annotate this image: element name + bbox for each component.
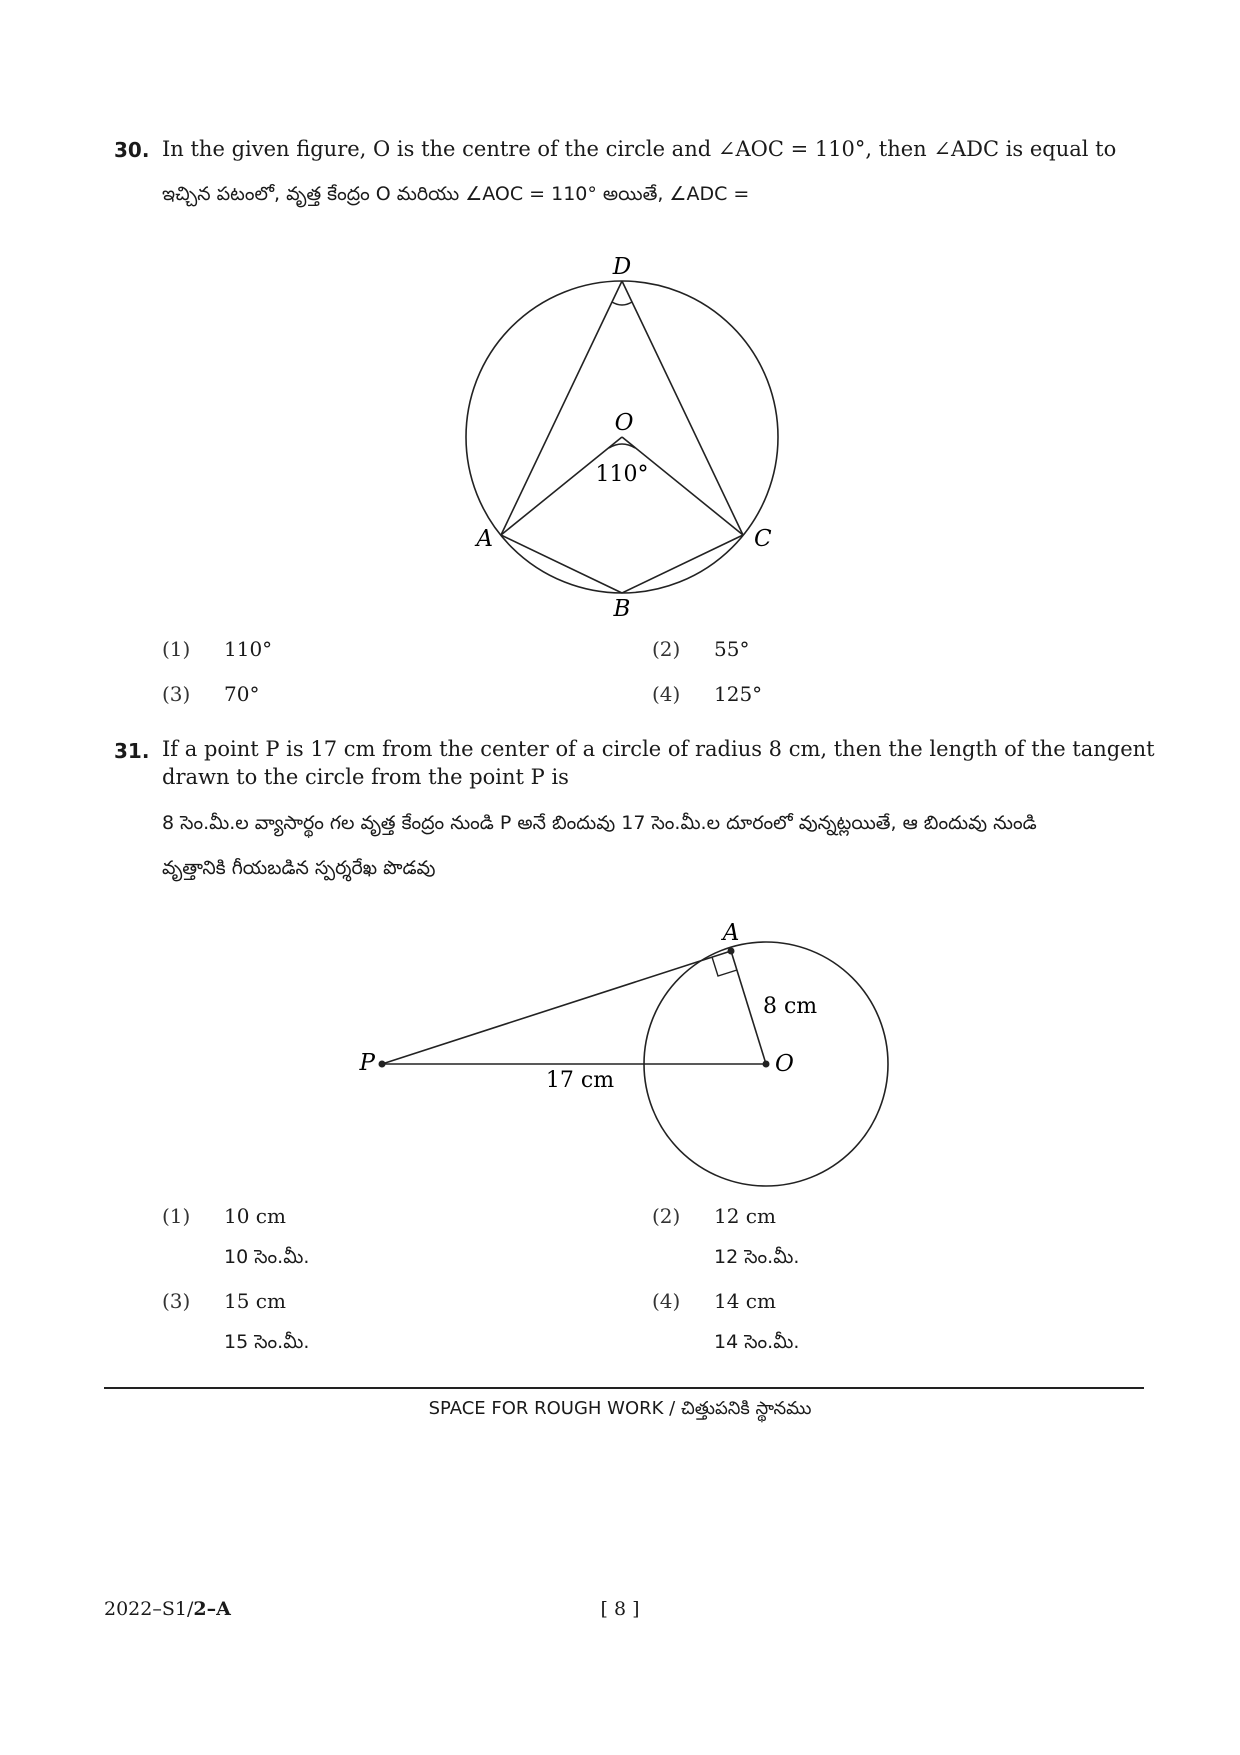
question-31-text-telugu-line1: 8 సెం.మీ.ల వ్యాసార్థం గల వృత్త కేంద్రం నుండి P అనే బిందువు 17 సెం.మీ.ల దూరంలో వున్నట్లయితే, ఆ బిందువు నుండి — [162, 812, 1037, 834]
radius-label: 8 cm — [763, 994, 818, 1019]
paper-code-prefix: 2022–S1/ — [104, 1598, 194, 1620]
label-o: O — [614, 410, 634, 436]
radius-oa — [731, 951, 766, 1064]
question-30-number: 30. — [114, 138, 150, 162]
q31-option-1-number: (1) — [162, 1204, 191, 1228]
question-31-text-telugu-line2: వృత్తానికి గీయబడిన స్పర్శరేఖ పొడవు — [162, 857, 436, 879]
point-p — [379, 1061, 386, 1068]
q30-option-3-number: (3) — [162, 682, 191, 706]
tangent-pa — [382, 951, 731, 1064]
label-c: C — [754, 526, 772, 552]
q31-option-3-english: 15 cm — [224, 1289, 286, 1313]
angle-label-110: 110° — [595, 462, 649, 487]
page-number: [ 8 ] — [600, 1598, 640, 1620]
q30-option-4-number: (4) — [652, 682, 681, 706]
point-o — [763, 1061, 770, 1068]
q31-option-4-number: (4) — [652, 1289, 681, 1313]
q31-option-1-telugu: 10 సెం.మీ. — [224, 1246, 310, 1268]
q31-option-4-english: 14 cm — [714, 1289, 776, 1313]
q31-option-4-telugu: 14 సెం.మీ. — [714, 1331, 800, 1353]
label-a-31: A — [722, 920, 740, 946]
question-31-text-english-line1: If a point P is 17 cm from the center of a circle of radius 8 cm, then the length of the tangent — [162, 737, 1155, 761]
q31-option-2-number: (2) — [652, 1204, 681, 1228]
q30-option-1-number: (1) — [162, 637, 191, 661]
label-d: D — [612, 254, 632, 280]
question-31-text-english-line2: drawn to the circle from the point P is — [162, 765, 569, 789]
q31-option-1-english: 10 cm — [224, 1204, 286, 1228]
label-o-31: O — [775, 1051, 794, 1077]
label-p: P — [359, 1050, 375, 1076]
point-a — [728, 948, 735, 955]
q31-option-2-telugu: 12 సెం.మీ. — [714, 1246, 800, 1268]
question-30-text-telugu: ఇచ్చిన పటంలో, వృత్త కేంద్రం O మరియు ∠AOC = 110° అయితే, ∠ADC = — [162, 183, 750, 205]
question-30-text-english: In the given figure, O is the centre of the circle and ∠AOC = 110°, then ∠ADC is equal to — [162, 137, 1117, 161]
q31-option-3-number: (3) — [162, 1289, 191, 1313]
label-b: B — [613, 596, 631, 622]
q31-option-2-english: 12 cm — [714, 1204, 776, 1228]
label-a: A — [476, 526, 493, 552]
q30-option-1-value: 110° — [224, 637, 273, 661]
question-31-number: 31. — [114, 739, 150, 763]
q31-option-3-telugu: 15 సెం.మీ. — [224, 1331, 310, 1353]
q30-option-4-value: 125° — [714, 682, 763, 706]
rough-work-divider — [104, 1387, 1144, 1389]
q30-option-3-value: 70° — [224, 682, 260, 706]
q30-option-2-number: (2) — [652, 637, 681, 661]
paper-code-bold: 2–A — [193, 1598, 231, 1620]
rough-work-label: SPACE FOR ROUGH WORK / చిత్తుపనికి స్థానము — [428, 1398, 812, 1419]
distance-label: 17 cm — [545, 1068, 615, 1093]
q30-option-2-value: 55° — [714, 637, 750, 661]
